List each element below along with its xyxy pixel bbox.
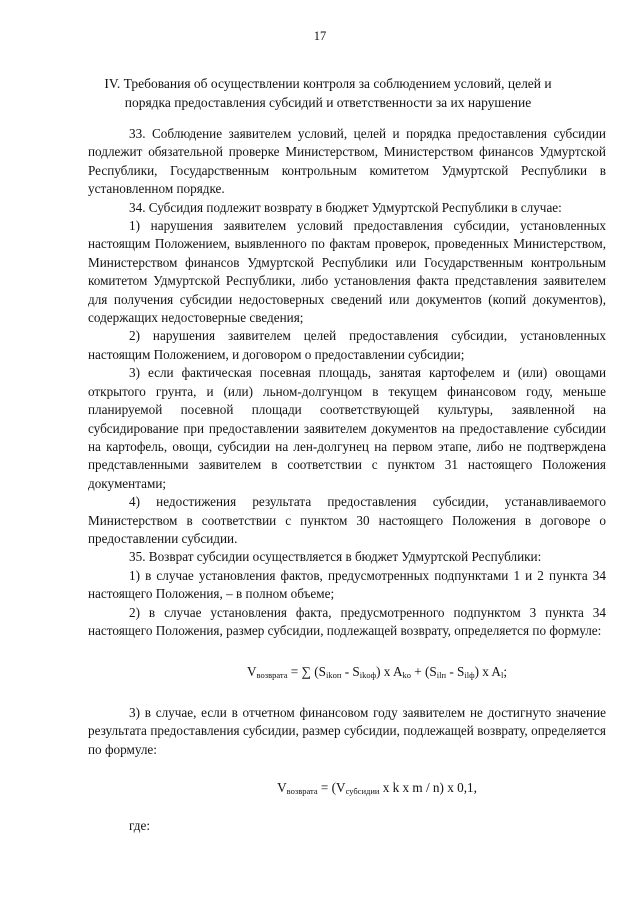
paragraph-33: 33. Соблюдение заявителем условий, целей и порядка предоставления субсидии подлежит обязательной проверке Министерством, Министерством финансов Удмуртской Республики, Государственным контрольным комитетом Удмуртской Республики в установленном порядке. xyxy=(88,126,606,197)
paragraph-34-1: 1) нарушения заявителем условий предоставления субсидии, установленных настоящим Положением, выявленного по фактам проверок, проведенных Министерством, Министерством финансов Удмуртской Республики или Государственным контрольным комитетом Удмуртской Республики, либо установления факта представления заявителем для получения субсидии недостоверных сведений или документов (копий документов), содержащих недостоверные сведения; xyxy=(88,218,606,326)
formula-refund-result: $V_{возврата} = (V_{субсидии}$ x k x m / n) x 0,1, xyxy=(277,780,477,796)
paragraph-35-2: 2) в случае установления факта, предусмотренного подпунктом 3 пункта 34 настоящего Положения, размер субсидии, подлежащей возврату, определяется по формуле: xyxy=(88,604,606,638)
paragraph-34-2: 2) нарушения заявителем целей предоставления субсидии, установленных настоящим Положением, и договором о предоставлении субсидии; xyxy=(88,328,606,362)
paragraph-34-3: 3) если фактическая посевная площадь, занятая картофелем и (или) овощами открытого грунта, и (или) льном-долгунцом в текущем финансовом году, меньше планируемой посевной площади соответствующей культуры, заявленной на субсидирование при предоставлении заявителем документов на предоставление субсидии на картофель, овощи, субсидии на лен-долгунец на первом этапе, либо не подтверждена представленными заявителем в соответствии с пунктом 31 настоящего Положения документами; xyxy=(88,365,606,491)
where-label: где: xyxy=(129,818,150,834)
paragraph-35-3: 3) в случае, если в отчетном финансовом году заявителем не достигнуто значение результата предоставления субсидии, размер субсидии, подлежащей возврату, определяется по формуле: xyxy=(88,704,606,757)
paragraph-34-4: 4) недостижения результата предоставления субсидии, устанавливаемого Министерством в соответствии с пунктом 30 настоящего Положения в договоре о предоставлении субсидии. xyxy=(88,494,606,546)
paragraph-34: 34. Субсидия подлежит возврату в бюджет Удмуртской Республики в случае: xyxy=(129,199,562,215)
section-title: IV. Требования об осуществлении контроля за соблюдением условий, целей и порядка предоставления субсидий и ответственности за их нарушение xyxy=(104,76,552,110)
paragraph-35: 35. Возврат субсидии осуществляется в бюджет Удмуртской Республики: xyxy=(129,549,542,565)
page-number: 17 xyxy=(313,29,327,43)
formula-refund-area: $V_{возврата}$ = ∑ $(S_{ikоп} - S_{ikоф})$ x $A_{ko} + (S_{ilп} - S_{ilф})$ x $A_l$; xyxy=(246,664,507,681)
paragraph-35-1: 1) в случае установления фактов, предусмотренных подпунктами 1 и 2 пункта 34 настоящего Положения, – в полном объеме; xyxy=(88,567,606,602)
document-body xyxy=(88,125,606,836)
